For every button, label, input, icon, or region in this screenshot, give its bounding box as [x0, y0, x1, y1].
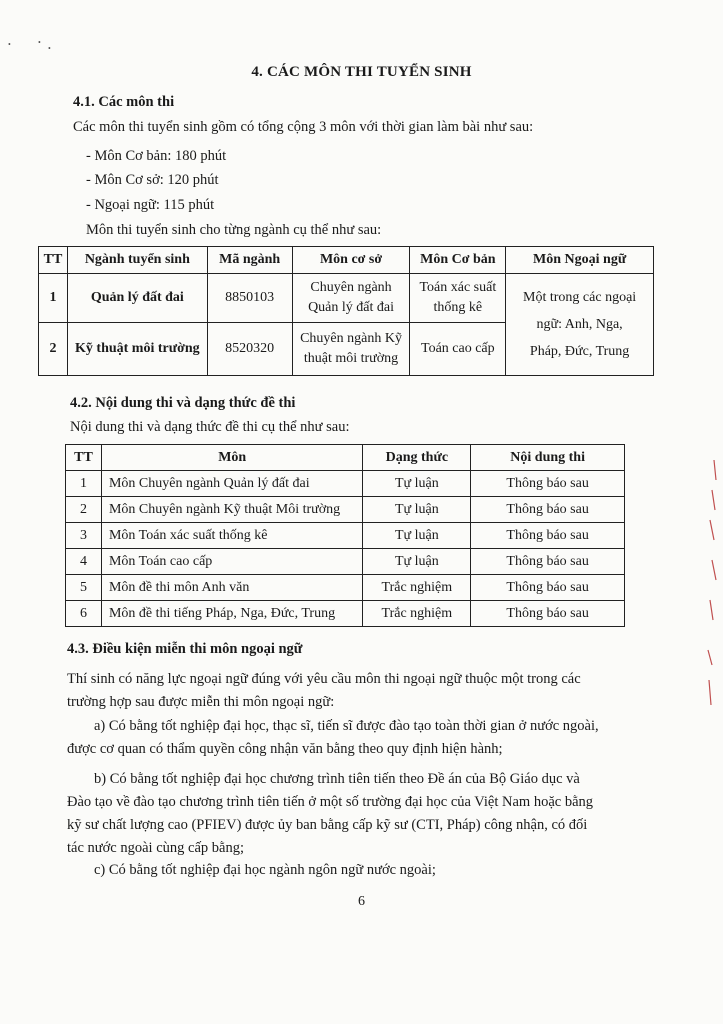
- cell-noi-dung: Thông báo sau: [471, 549, 625, 575]
- scan-speck: •: [48, 44, 51, 53]
- header-tt: TT: [39, 247, 68, 274]
- table-row: [66, 601, 625, 627]
- cell-dang-thuc: Trắc nghiệm: [363, 601, 471, 627]
- cell-mon: Môn Chuyên ngành Kỹ thuật Môi trường: [101, 497, 362, 523]
- header-ma-nganh: Mã ngành: [207, 247, 292, 274]
- header-nganh: Ngành tuyển sinh: [67, 247, 207, 274]
- table-header-row: [39, 247, 654, 274]
- header-mon: Môn: [101, 445, 362, 471]
- cell-dang-thuc: Trắc nghiệm: [363, 575, 471, 601]
- header-mon-co-ban: Môn Cơ bản: [410, 247, 506, 274]
- cell-mon: Môn đề thi môn Anh văn: [101, 575, 362, 601]
- table-row: [66, 523, 625, 549]
- cell-line: thống kê: [433, 300, 483, 315]
- section-title: 4. CÁC MÔN THI TUYỂN SINH: [251, 64, 472, 80]
- cell-line: ngữ: Anh, Nga,: [536, 317, 623, 332]
- cell-noi-dung: Thông báo sau: [471, 601, 625, 627]
- paragraph-line: a) Có bằng tốt nghiệp đại học, thạc sĩ, tiến sĩ được đào tạo toàn thời gian ở nước ngoài,: [94, 718, 599, 734]
- cell-ma-nganh: 8850103: [207, 274, 292, 323]
- cell-line: Pháp, Đức, Trung: [529, 344, 630, 359]
- header-noi-dung: Nội dung thi: [471, 445, 625, 471]
- table-header-row: [66, 445, 625, 471]
- cell-line: Toán xác suất: [419, 280, 497, 295]
- heading-4-1: 4.1. Các môn thi: [73, 94, 175, 110]
- cell-dang-thuc: Tự luận: [363, 497, 471, 523]
- cell-dang-thuc: Tự luận: [363, 471, 471, 497]
- cell-tt: 5: [66, 575, 102, 601]
- paragraph: Nội dung thi và dạng thức đề thi cụ thể như sau:: [70, 419, 350, 435]
- table-row: [66, 575, 625, 601]
- paragraph-line: Đào tạo về đào tạo chương trình tiên tiến ở một số trường đại học của Việt Nam hoặc bằng: [67, 794, 594, 810]
- cell-nganh: Kỹ thuật môi trường: [67, 323, 207, 376]
- cell-tt: 1: [39, 274, 68, 323]
- major-subjects-table: [38, 246, 654, 376]
- cell-mon: Môn Toán cao cấp: [101, 549, 362, 575]
- cell-mon-co-ban: Toán cao cấp: [410, 323, 506, 376]
- paragraph-line: b) Có bằng tốt nghiệp đại học chương trình tiên tiến theo Đề án của Bộ Giáo dục và: [94, 771, 580, 787]
- table-row: [66, 471, 625, 497]
- paragraph: Môn thi tuyển sinh cho từng ngành cụ thể như sau:: [86, 222, 382, 238]
- cell-dang-thuc: Tự luận: [363, 523, 471, 549]
- cell-noi-dung: Thông báo sau: [471, 575, 625, 601]
- paragraph-line: Thí sinh có năng lực ngoại ngữ đúng với yêu cầu môn thi ngoại ngữ thuộc một trong các: [67, 671, 581, 687]
- heading-4-3: 4.3. Điều kiện miễn thi môn ngoại ngữ: [67, 641, 303, 657]
- cell-tt: 2: [39, 323, 68, 376]
- cell-noi-dung: Thông báo sau: [471, 497, 625, 523]
- paragraph-line: kỹ sư chất lượng cao (PFIEV) được ủy ban bằng cấp kỹ sư (CTI, Pháp) công nhận, có đối: [67, 817, 588, 833]
- table-row: [66, 549, 625, 575]
- paragraph: Các môn thi tuyển sinh gồm có tổng cộng 3 môn với thời gian làm bài như sau:: [73, 119, 534, 135]
- cell-mon: Môn Chuyên ngành Quản lý đất đai: [101, 471, 362, 497]
- cell-line: Một trong các ngoại: [523, 290, 637, 305]
- list-item: - Môn Cơ sở: 120 phút: [86, 172, 219, 188]
- header-mon-co-so: Môn cơ sở: [292, 247, 410, 274]
- cell-line: Chuyên ngành: [310, 280, 392, 295]
- paragraph-line: trường hợp sau được miễn thi môn ngoại ngữ:: [67, 694, 335, 710]
- cell-tt: 1: [66, 471, 102, 497]
- cell-dang-thuc: Tự luận: [363, 549, 471, 575]
- header-tt: TT: [66, 445, 102, 471]
- cell-line: thuật môi trường: [303, 351, 399, 366]
- header-dang-thuc: Dạng thức: [363, 445, 471, 471]
- cell-mon: Môn Toán xác suất thống kê: [101, 523, 362, 549]
- cell-tt: 3: [66, 523, 102, 549]
- cell-ngoai-ngu: [506, 274, 654, 376]
- scan-speck: •: [38, 38, 41, 47]
- cell-noi-dung: Thông báo sau: [471, 471, 625, 497]
- list-item: - Ngoại ngữ: 115 phút: [86, 197, 215, 213]
- table-row: [39, 274, 654, 323]
- exam-format-table: [65, 444, 625, 627]
- cell-tt: 4: [66, 549, 102, 575]
- cell-ma-nganh: 8520320: [207, 323, 292, 376]
- scan-speck: •: [8, 40, 11, 49]
- table-row: [66, 497, 625, 523]
- cell-mon: Môn đề thi tiếng Pháp, Nga, Đức, Trung: [101, 601, 362, 627]
- cell-mon-co-ban: [410, 274, 506, 323]
- list-item: - Môn Cơ bản: 180 phút: [86, 148, 227, 164]
- heading-4-2: 4.2. Nội dung thi và dạng thức đề thi: [70, 395, 296, 411]
- cell-mon-co-so: [292, 323, 410, 376]
- cell-tt: 2: [66, 497, 102, 523]
- paragraph-line: tác nước ngoài cùng cấp bằng;: [67, 840, 244, 856]
- header-ngoai-ngu: Môn Ngoại ngữ: [506, 247, 654, 274]
- cell-noi-dung: Thông báo sau: [471, 523, 625, 549]
- cell-tt: 6: [66, 601, 102, 627]
- cell-line: Quản lý đất đai: [308, 300, 394, 315]
- paragraph-line: được cơ quan có thẩm quyền công nhận văn bằng theo quy định hiện hành;: [67, 741, 503, 757]
- page-number: 6: [358, 894, 365, 909]
- cell-mon-co-so: [292, 274, 410, 323]
- paragraph-line: c) Có bằng tốt nghiệp đại học ngành ngôn ngữ nước ngoài;: [94, 862, 436, 878]
- margin-stamp-mark: [700, 450, 720, 710]
- cell-line: Chuyên ngành Kỹ: [300, 331, 402, 346]
- cell-nganh: Quản lý đất đai: [67, 274, 207, 323]
